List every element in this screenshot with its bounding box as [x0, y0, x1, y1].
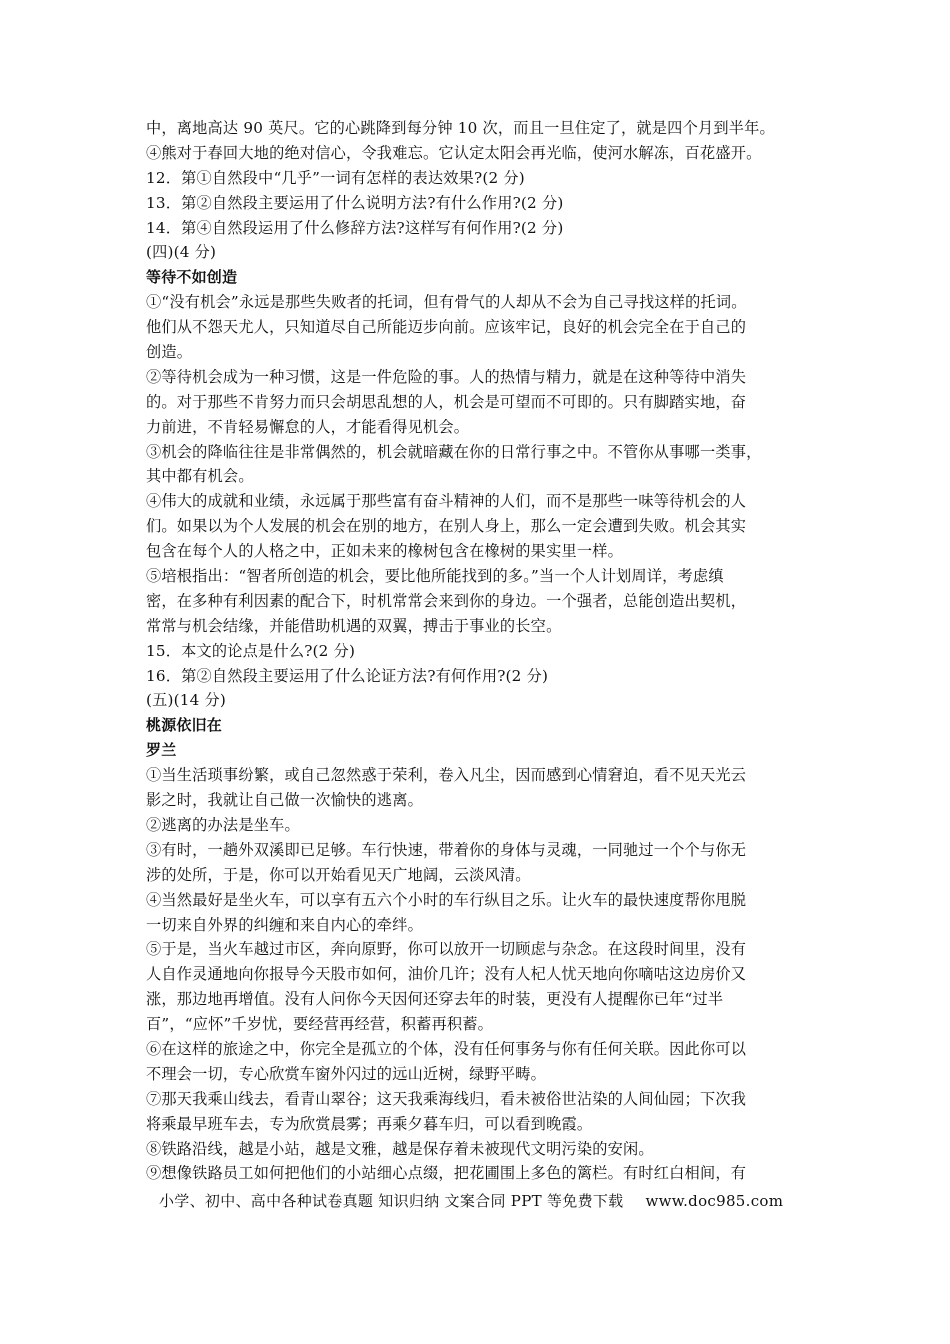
text-line: ⑥在这样的旅途之中，你完全是孤立的个体，没有任何事务与你有任何关联。因此你可以 — [146, 1039, 747, 1058]
question-14: 14．第④自然段运用了什么修辞方法?这样写有何作用?(2 分) — [146, 218, 564, 237]
text-line: ⑧铁路沿线，越是小站，越是文雅，越是保存着未被现代文明污染的安闲。 — [146, 1139, 654, 1158]
footer-url[interactable]: www.doc985.com — [645, 1192, 784, 1210]
question-13: 13．第②自然段主要运用了什么说明方法?有什么作用?(2 分) — [146, 193, 564, 212]
text-line: 其中都有机会。 — [146, 467, 254, 486]
text-line: ③有时，一趟外双溪即已足够。车行快速，带着你的身体与灵魂，一同驰过一个个与你无 — [146, 840, 747, 859]
text-line: 创造。 — [146, 343, 193, 362]
text-line: ⑤于是，当火车越过市区，奔向原野，你可以放开一切顾虑与杂念。在这段时间里，没有 — [146, 940, 747, 959]
text-line: 一切来自外界的纠缠和来自内心的牵绊。 — [146, 915, 423, 934]
text-line: ⑨想像铁路员工如何把他们的小站细心点缀，把花圃围上多色的篱栏。有时红白相间，有 — [146, 1164, 747, 1183]
text-line: ⑦那天我乘山线去，看青山翠谷；这天我乘海线归，看未被俗世沾染的人间仙园；下次我 — [146, 1089, 747, 1108]
text-line: 的。对于那些不肯努力而只会胡思乱想的人，机会是可望而不可即的。只有脚踏实地，奋 — [146, 392, 747, 411]
section-heading-4: (四)(4 分) — [146, 243, 217, 262]
text-line: 密，在多种有利因素的配合下，时机常常会来到你的身边。一个强者，总能创造出契机， — [146, 591, 747, 610]
text-line: 中，离地高达 90 英尺。它的心跳降到每分钟 10 次，而且一旦住定了，就是四个月到半年。 — [146, 119, 775, 137]
page-footer — [159, 1190, 783, 1212]
text-line: 常常与机会结缘，并能借助机遇的双翼，搏击于事业的长空。 — [146, 616, 562, 635]
text-line: ④熊对于春回大地的绝对信心，令我难忘。它认定太阳会再光临，使河水解冻，百花盛开。 — [146, 143, 762, 162]
question-15: 15．本文的论点是什么?(2 分) — [146, 641, 356, 660]
text-line: 百”，“应怀”千岁忧，要经营再经营，积蓄再积蓄。 — [146, 1015, 494, 1034]
text-line: 力前进，不肯轻易懈怠的人，才能看得见机会。 — [146, 417, 470, 436]
text-line: ①当生活琐事纷繁，或自己忽然惑于荣利，卷入凡尘，因而感到心情窘迫，看不见天光云 — [146, 766, 747, 785]
text-line: ②逃离的办法是坐车。 — [146, 815, 300, 834]
text-line: ④当然最好是坐火车，可以享有五六个小时的车行纵目之乐。让火车的最快速度帮你甩脱 — [146, 890, 747, 909]
text-line: 涨，那边地再增值。没有人问你今天因何还穿去年的时装，更没有人提醒你已年“过半 — [146, 990, 724, 1009]
text-line: ⑤培根指出：“智者所创造的机会，要比他所能找到的多。”当一个人计划周详，考虑缜 — [146, 567, 724, 586]
text-line: 人自作灵通地向你报导今天股市如何，油价几许；没有人杞人忧天地向你嘀咕这边房价又 — [146, 965, 747, 984]
text-line: ①“没有机会”永远是那些失败者的托词，但有骨气的人却从不会为自己寻找这样的托词。 — [146, 293, 747, 312]
text-line: 涉的处所，于是，你可以开始看见天广地阔，云淡风清。 — [146, 865, 531, 884]
text-line: ②等待机会成为一种习惯，这是一件危险的事。人的热情与精力，就是在这种等待中消失 — [146, 367, 747, 386]
question-16: 16．第②自然段主要运用了什么论证方法?有何作用?(2 分) — [146, 666, 549, 685]
article-title-waiting: 等待不如创造 — [146, 268, 238, 287]
text-line: ③机会的降临往往是非常偶然的，机会就暗藏在你的日常行事之中。不管你从事哪一类事， — [146, 442, 762, 461]
article-title-taoyuan: 桃源依旧在 — [146, 716, 223, 735]
document-body — [146, 116, 810, 1186]
text-line: 不理会一切，专心欣赏车窗外闪过的远山近树，绿野平畴。 — [146, 1064, 547, 1083]
text-line: 们。如果以为个人发展的机会在别的地方，在别人身上，那么一定会遭到失败。机会其实 — [146, 517, 747, 536]
text-line: ④伟大的成就和业绩，永远属于那些富有奋斗精神的人们，而不是那些一味等待机会的人 — [146, 492, 747, 511]
footer-text: 小学、初中、高中各种试卷真题 知识归纳 文案合同 PPT 等免费下载 — [159, 1192, 624, 1210]
text-line: 影之时，我就让自己做一次愉快的逃离。 — [146, 791, 423, 810]
section-heading-5: (五)(14 分) — [146, 691, 227, 710]
article-author: 罗兰 — [146, 741, 177, 760]
text-line: 他们从不怨天尤人，只知道尽自己所能迈步向前。应该牢记，良好的机会完全在于自己的 — [146, 318, 747, 337]
text-line: 包含在每个人的人格之中，正如未来的橡树包含在橡树的果实里一样。 — [146, 542, 624, 561]
text-line: 将乘最早班车去，专为欣赏晨雾；再乘夕暮车归，可以看到晚霞。 — [146, 1114, 593, 1133]
question-12: 12．第①自然段中“几乎”一词有怎样的表达效果?(2 分) — [146, 168, 525, 187]
